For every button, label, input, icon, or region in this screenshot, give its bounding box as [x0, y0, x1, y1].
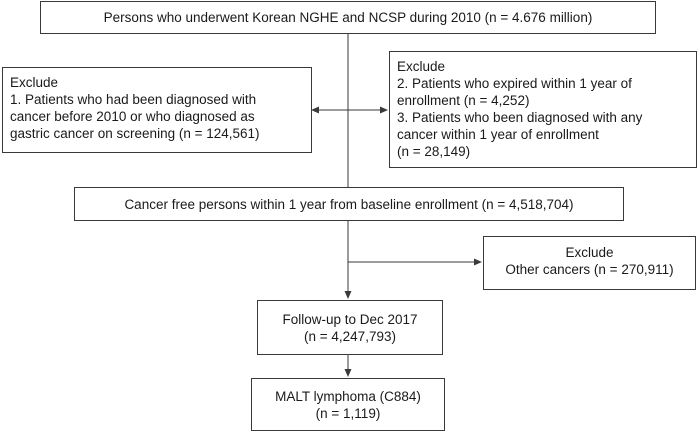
- exclude-left-line-3: gastric cancer on screening (n = 124,561): [10, 126, 260, 141]
- box-cancer-free: [74, 187, 624, 221]
- box-exclude-prior-cancer: [2, 67, 312, 153]
- exclude-right-heading: Exclude: [397, 59, 446, 74]
- box-exclude-other-cancers: [483, 236, 696, 290]
- exclude-left-heading: Exclude: [10, 75, 59, 90]
- exclude-other-line-1: Other cancers (n = 270,911): [505, 262, 674, 277]
- exclude-left-line-2: cancer before 2010 or who diagnosed as: [10, 109, 255, 124]
- cancer-free-text: Cancer free persons within 1 year from baseline enrollment (n = 4,518,704): [124, 197, 574, 212]
- box-study-population: [40, 1, 656, 34]
- exclude-right-line-5: (n = 28,149): [397, 144, 471, 159]
- follow-up-line-1: (n = 4,247,793): [304, 329, 396, 344]
- exclude-right-line-4: cancer within 1 year of enrollment: [397, 127, 599, 142]
- box-malt-lymphoma: [251, 378, 445, 431]
- malt-line-0: MALT lymphoma (C884): [275, 389, 421, 404]
- exclude-right-line-2: enrollment (n = 4,252): [397, 93, 530, 108]
- exclude-right-line-3: 3. Patients who been diagnosed with any: [397, 110, 643, 125]
- study-population-text: Persons who underwent Korean NGHE and NCSP during 2010 (n = 4.676 million): [103, 10, 593, 25]
- exclude-right-line-1: 2. Patients who expired within 1 year of: [397, 76, 632, 91]
- exclude-left-line-1: 1. Patients who had been diagnosed with: [10, 92, 257, 107]
- follow-up-line-0: Follow-up to Dec 2017: [282, 312, 418, 327]
- exclude-other-heading: Exclude: [565, 245, 614, 260]
- box-follow-up: [257, 300, 443, 355]
- malt-line-1: (n = 1,119): [315, 406, 381, 421]
- box-exclude-expired-diagnosed: [389, 51, 697, 168]
